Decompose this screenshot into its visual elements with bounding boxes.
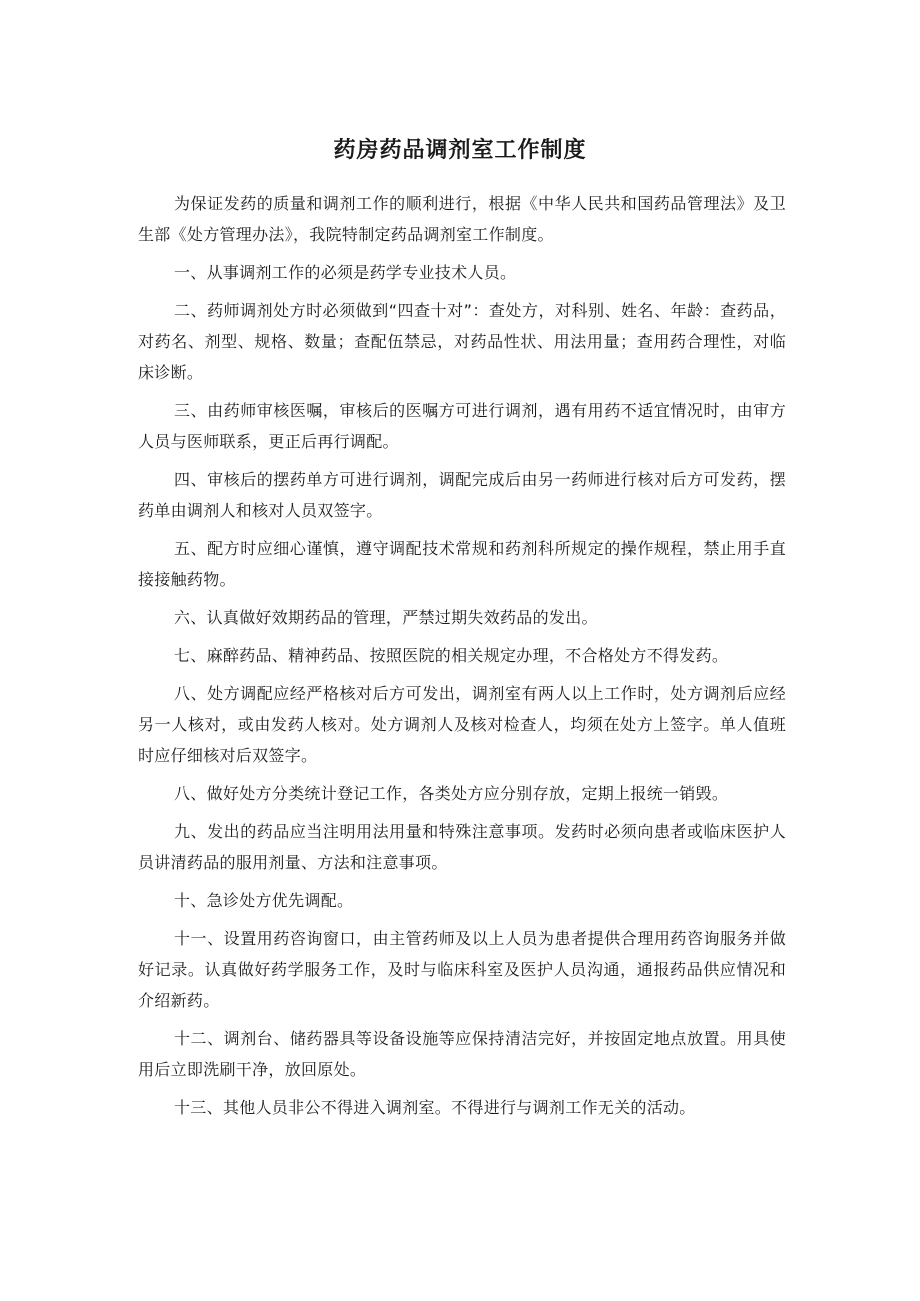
rule-6: 六、认真做好效期药品的管理，严禁过期失效药品的发出。 bbox=[174, 608, 598, 627]
intro-paragraph: 为保证发药的质量和调剂工作的顺利进行，根据《中华人民共和国药品管理法》及卫生部《处方管理办法》，我院特制定药品调剂室工作制度。 bbox=[138, 194, 786, 244]
rule-2: 二、药师调剂处方时必须做到“四查十对”：查处方，对科别、姓名、年龄：查药品，对药名、剂型、规格、数量；查配伍禁忌，对药品性状、用法用量；查用药合理性，对临床诊断。 bbox=[138, 301, 786, 382]
page-title: 药房药品调剂室工作制度 bbox=[333, 138, 587, 163]
rule-1: 一、从事调剂工作的必须是药学专业技术人员。 bbox=[174, 263, 517, 282]
rule-8: 八、处方调配应经严格核对后方可发出，调剂室有两人以上工作时，处方调剂后应经另一人核对，或由发药人核对。处方调剂人及核对检查人，均须在处方上签字。单人值班时应仔细核对后双签字。 bbox=[138, 684, 786, 765]
rule-3: 三、由药师审核医嘱，审核后的医嘱方可进行调剂，遇有用药不适宜情况时，由审方人员与医师联系，更正后再行调配。 bbox=[138, 401, 786, 451]
rule-10: 十、急诊处方优先调配。 bbox=[174, 891, 354, 910]
rule-13: 十三、其他人员非公不得进入调剂室。不得进行与调剂工作无关的活动。 bbox=[174, 1098, 696, 1117]
rule-12: 十二、调剂台、储药器具等设备设施等应保持清洁完好，并按固定地点放置。用具使用后立即洗刷干净，放回原处。 bbox=[138, 1029, 786, 1079]
document-body bbox=[138, 188, 786, 1130]
rule-8b: 八、做好处方分类统计登记工作，各类处方应分别存放，定期上报统一销毁。 bbox=[174, 784, 729, 803]
rule-7: 七、麻醉药品、精神药品、按照医院的相关规定办理，不合格处方不得发药。 bbox=[174, 646, 729, 665]
rule-11: 十一、设置用药咨询窗口，由主管药师及以上人员为患者提供合理用药咨询服务并做好记录。认真做好药学服务工作，及时与临床科室及医护人员沟通，通报药品供应情况和介绍新药。 bbox=[138, 929, 786, 1010]
rule-5: 五、配方时应细心谨慎，遵守调配技术常规和药剂科所规定的操作规程，禁止用手直接接触药物。 bbox=[138, 539, 786, 589]
rule-9: 九、发出的药品应当注明用法用量和特殊注意事项。发药时必须向患者或临床医护人员讲清药品的服用剂量、方法和注意事项。 bbox=[138, 822, 786, 872]
rule-4: 四、审核后的摆药单方可进行调剂，调配完成后由另一药师进行核对后方可发药，摆药单由调剂人和核对人员双签字。 bbox=[138, 470, 786, 520]
